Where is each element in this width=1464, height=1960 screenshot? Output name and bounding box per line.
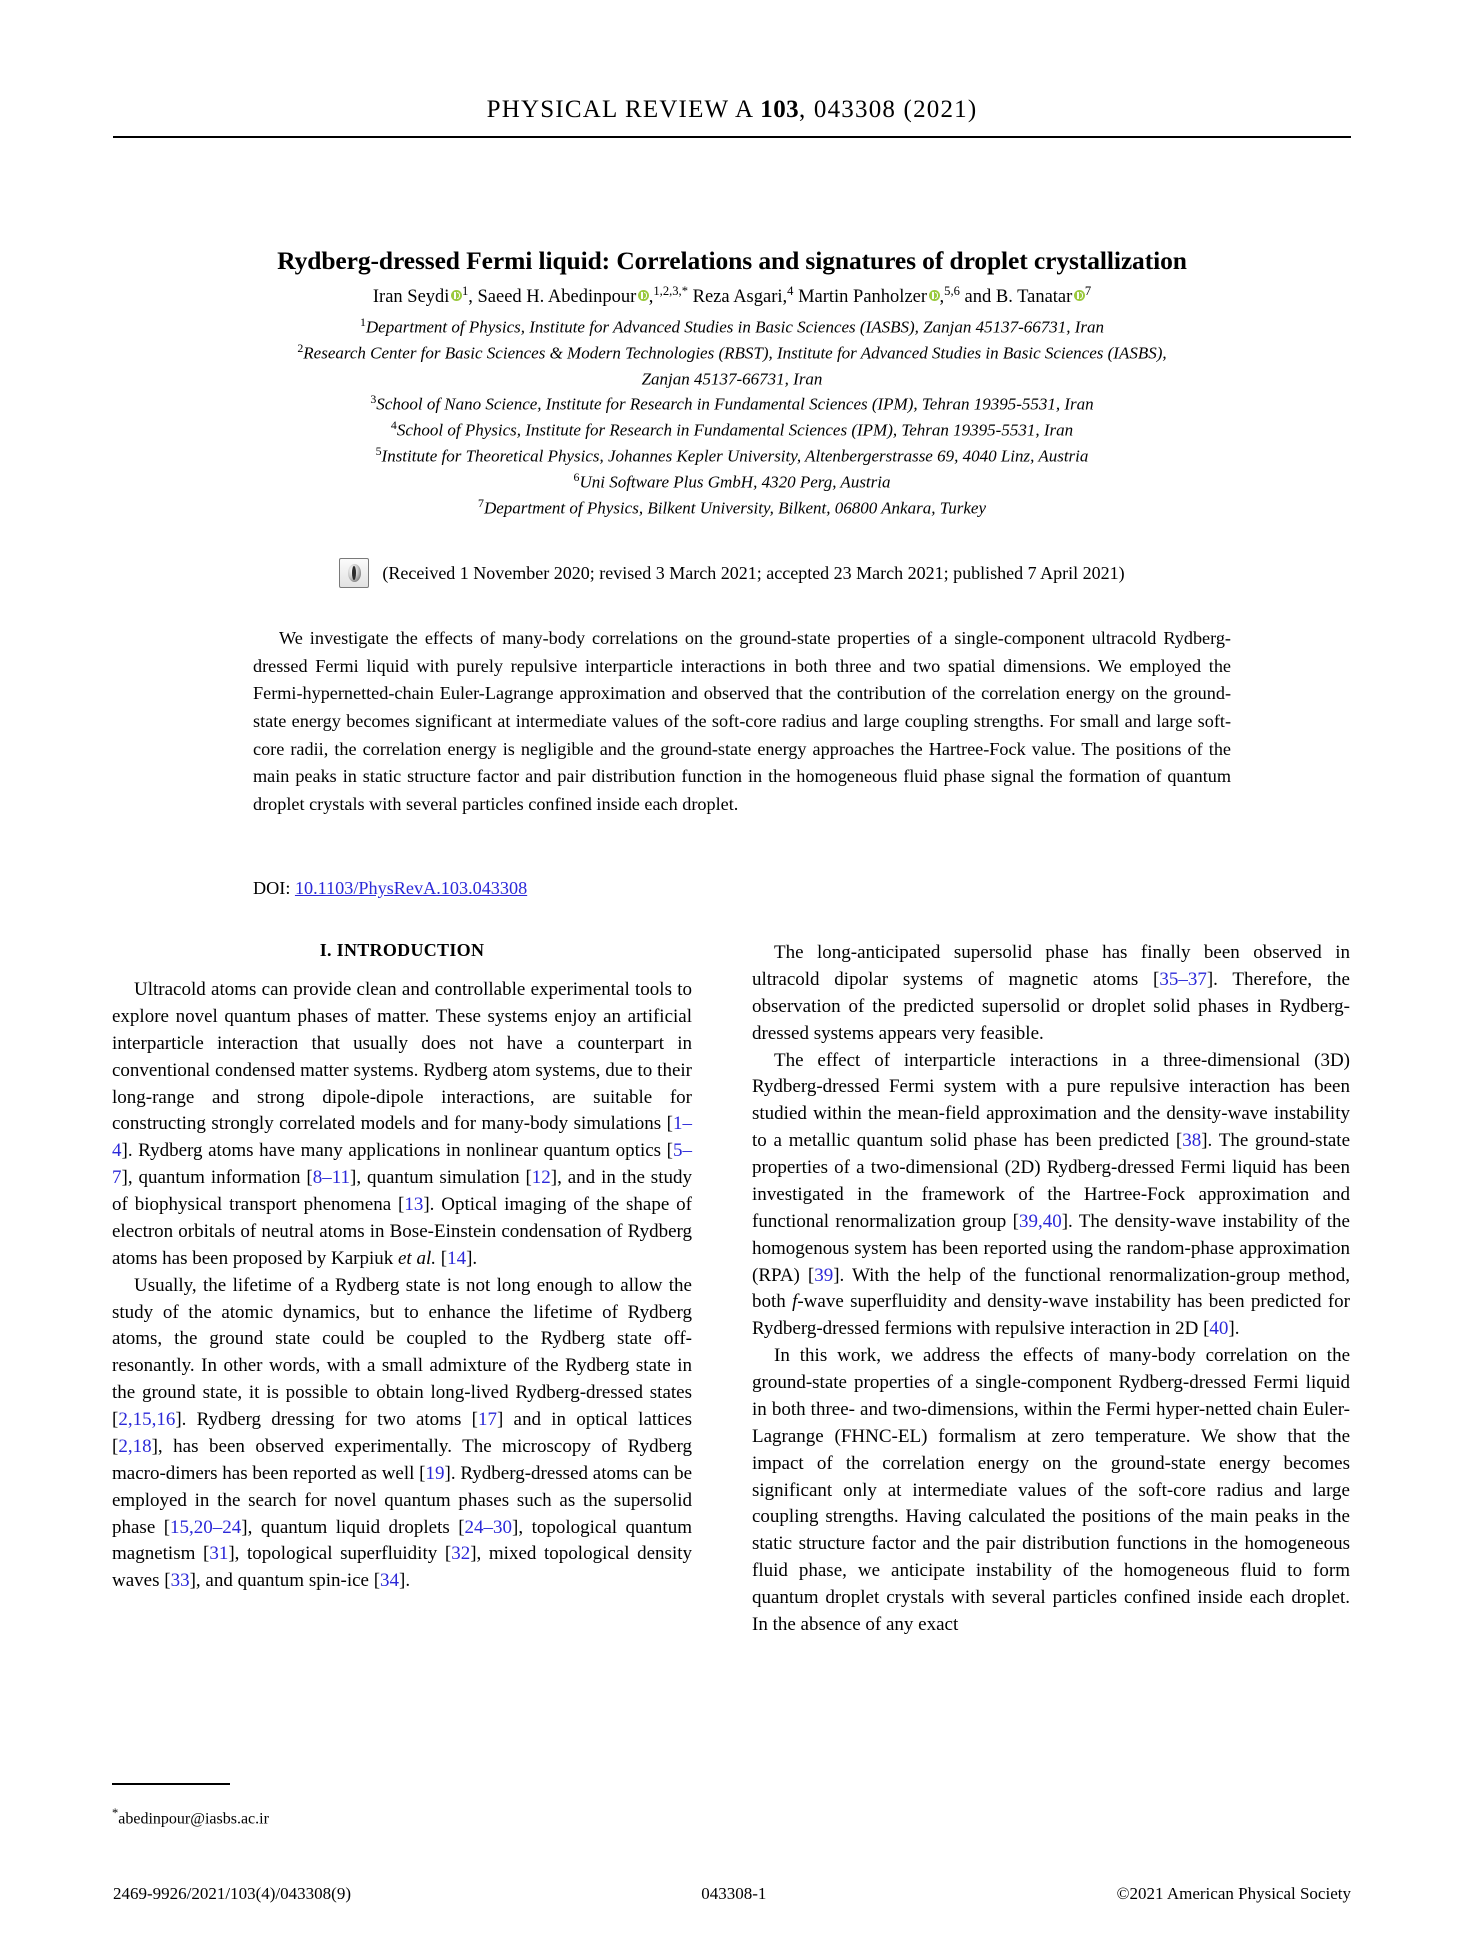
author-affiliation-marker: 4 [787,284,794,298]
publication-dates-row [113,558,1351,588]
abstract: We investigate the effects of many-body correlations on the ground-state properties of a single-component ultracold Rydberg-dressed Fermi liquid with purely repulsive interparticle interactions in both three and two spatial dimensions. We employed the Fermi-hypernetted-chain Euler-Lagrange approximation and observed that the contribution of the correlation energy on the ground-state energy becomes significant at intermediate values of the soft-core radius and large coupling strengths. For small and large soft-core radii, the correlation energy is negligible and the ground-state energy approaches the Hartree-Fock value. The positions of the main peaks in static structure factor and pair distribution function in the homogeneous fluid phase signal the formation of quantum droplet crystals with several particles confined inside each droplet. [253,628,1231,814]
footnote [112,1805,692,1831]
affiliation-text: School of Physics, Institute for Research in Fundamental Sciences (IPM), Tehran 19395-5531, Iran [396,420,1074,440]
publication-dates: (Received 1 November 2020; revised 3 March 2021; accepted 23 March 2021; published 7 April 2021) [382,562,1125,583]
body-column-left [112,940,692,1595]
footer-issn: 2469-9926/2021/103(4)/043308(9) [113,1884,351,1903]
affiliation-marker: 4 [390,418,397,433]
author-entry [995,284,1092,308]
doi-line [253,878,1231,899]
author-name: Martin Panholzer [798,287,928,308]
affiliation-marker: 3 [370,392,377,407]
journal-name: PHYSICAL REVIEW A [486,96,753,123]
affiliation-text: Department of Physics, Bilkent University, Bilkent, 06800 Ankara, Turkey [483,498,986,518]
journal-volume: 103 [760,96,799,123]
affiliation-marker: 5 [375,444,382,459]
affiliation-item [113,443,1351,469]
author-entry: Iran Seydi $^1$, [372,284,473,308]
orcid-icon[interactable] [638,290,649,301]
affiliation-text: School of Nano Science, Institute for Research in Fundamental Sciences (IPM), Tehran 19395-5531, Iran [376,395,1094,415]
affiliation-marker: 1 [359,315,366,329]
author-connector: and [964,287,992,308]
orcid-icon[interactable] [1074,290,1085,301]
affiliation-item [113,366,1351,392]
affiliation-text: Zanjan 45137-66731, Iran [641,369,823,389]
affiliation-marker: 7 [478,495,484,510]
affiliation-text: Department of Physics, Institute for Advanced Studies in Basic Sciences (IASBS), Zanjan 45137-66731, Iran [365,317,1105,337]
author-affiliation-marker: 1,2,3, [653,284,682,298]
body-column-right [752,940,1350,1639]
affiliation-list [113,314,1351,521]
orcid-icon[interactable] [451,290,462,301]
affiliation-text: Uni Software Plus GmbH, 4320 Perg, Austria [579,472,891,492]
section-heading-introduction: I. INTRODUCTION [319,940,485,960]
author-name: Iran Seydi [372,287,450,308]
footnote-divider [112,1783,230,1785]
affiliation-item [113,495,1351,521]
affiliation-item [113,469,1351,495]
affiliation-text: Institute for Theoretical Physics, Johannes Kepler University, Altenbergerstrasse 69, 4040 Linz, Austria [381,446,1089,466]
header-divider [113,136,1351,138]
paragraph: Usually, the lifetime of a Rydberg state is not long enough to allow the study of the atomic dynamics, but to enhance the lifetime of Rydberg atoms, the ground state could be coupled to the Rydberg state off-resonantly. In other words, with a small admixture of the Rydberg state in the ground state, it is possible to obtain long-lived Rydberg-dressed states [2,15,16]. Rydberg dressing for two atoms [17] and in optical lattices [2,18], has been observed experimentally. The microscopy of Rydberg macro-dimers has been reported as well [19]. Rydberg-dressed atoms can be employed in the search for novel quantum phases such as the supersolid phase [15,20–24], quantum liquid droplets [24–30], topological quantum magnetism [31], topological superfluidity [32], mixed topological density waves [33], and quantum spin-ice [34]. [112,1274,693,1592]
footnote-marker: * [112,1806,119,1820]
page-title: Rydberg-dressed Fermi liquid: Correlations and signatures of droplet crystallization [277,246,1187,276]
affiliation-marker: 6 [573,469,580,484]
paragraph: The long-anticipated supersolid phase has finally been observed in ultracold dipolar systems of magnetic atoms [35–37]. Therefore, the observation of the predicted supersolid or droplet solid phases in Rydberg-dressed systems appears very feasible. [752,942,1350,1044]
author-affiliation-marker: 1 [461,284,469,298]
paragraph: In this work, we address the effects of many-body correlation on the ground-state properties of a single-component Rydberg-dressed Fermi liquid in both three- and two-dimensions, within the Fermi hyper-netted chain Euler-Lagrange (FHNC-EL) formalism at zero temperature. We show that the impact of the correlation energy on the ground-state energy becomes significant only at intermediate values of the soft-core radius and large coupling strengths. Having calculated the positions of the main peaks in the static structure factor and the pair distribution functions in the homogeneous fluid phase, we anticipate instability of the homogeneous fluid to form quantum droplet crystals with several particles confined inside each droplet. In the absence of any exact [752,1345,1350,1635]
journal-article-info: , 043308 (2021) [799,96,978,123]
affiliation-item [113,340,1351,366]
orcid-icon[interactable] [929,290,940,301]
affiliation-text: Research Center for Basic Sciences & Modern Technologies (RBST), Institute for Advanced Studies in Basic Sciences (IASBS), [303,343,1167,363]
author-entry: Reza Asgari,$^4$ [692,284,794,308]
author-list [113,283,1351,310]
footer-page-number: 043308-1 [701,1884,767,1903]
author-name: Saeed H. Abedinpour [477,287,637,308]
footer-copyright: ©2021 American Physical Society [1116,1884,1351,1903]
paragraph: Ultracold atoms can provide clean and controllable experimental tools to explore novel quantum phases of matter. These systems enjoy an artificial interparticle interaction that usually does not have a counterpart in conventional condensed matter systems. Rydberg atom systems, due to their long-range and strong dipole-dipole interactions, are suitable for constructing strongly correlated models and for many-body simulations [1–4]. Rydberg atoms have many applications in nonlinear quantum optics [5–7], quantum information [8–11], quantum simulation [12], and in the study of biophysical transport phenomena [13]. Optical imaging of the shape of electron orbitals of neutral atoms in Bose-Einstein condensation of Rydberg atoms has been proposed by Karpiuk et al. [14]. [112,979,692,1269]
affiliation-item [113,417,1351,443]
affiliation-item [113,391,1351,417]
footnote-email[interactable]: abedinpour@iasbs.ac.ir [118,1810,269,1828]
crossmark-badge-icon[interactable] [339,558,369,588]
corresponding-author-marker: * [681,284,688,298]
doi-link[interactable]: 10.1103/PhysRevA.103.043308 [294,878,528,898]
journal-header [113,96,1351,124]
author-affiliation-marker: 7 [1084,284,1092,298]
affiliation-item [113,314,1351,340]
author-name: B. Tanatar [995,287,1073,308]
author-entry: Martin Panholzer ,$^{5,6}$ [798,284,960,308]
paragraph: The effect of interparticle interactions in a three-dimensional (3D) Rydberg-dressed Fermi system with a pure repulsive interaction has been studied within the mean-field approximation and the density-wave instability to a metallic quantum solid phase has been predicted [38]. The ground-state properties of a two-dimensional (2D) Rydberg-dressed Fermi liquid has been investigated in the framework of the Hartree-Fock approximation and functional renormalization group [39,40]. The density-wave instability of the homogenous system has been reported using the random-phase approximation (RPA) [39]. With the help of the functional renormalization-group method, both f-wave superfluidity and density-wave instability has been predicted for Rydberg-dressed fermions with repulsive interaction in 2D [40]. [752,1049,1350,1340]
author-entry: Saeed H. Abedinpour ,$^{1,2,3,*}$ [477,284,688,308]
page-footer [113,1884,1351,1904]
affiliation-marker: 2 [297,340,304,355]
doi-label: DOI: [253,878,295,898]
author-affiliation-marker: 5,6 [944,284,960,298]
author-name: Reza Asgari [692,287,783,308]
